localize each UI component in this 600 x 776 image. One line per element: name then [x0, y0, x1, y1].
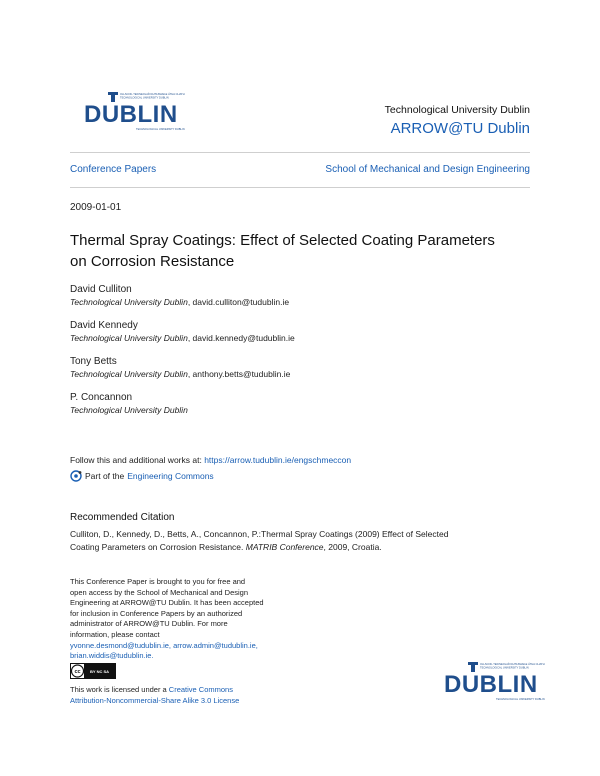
category-link-school[interactable]: School of Mechanical and Design Engineering: [325, 164, 530, 175]
author-affiliation: [70, 332, 530, 344]
author-institution: Technological University Dublin: [70, 333, 188, 343]
notice-line: Engineering at ARROW@TU Dublin. It has been accepted: [70, 598, 264, 608]
contact-emails-line1[interactable]: yvonne.desmond@tudublin.ie, arrow.admin@tudublin.ie,: [70, 640, 258, 650]
citation-line2-end: , 2009, Croatia.: [323, 542, 382, 552]
author-affiliation: [70, 296, 530, 308]
author-name: Tony Betts: [70, 356, 117, 367]
author-email[interactable]: , david.culliton@tudublin.ie: [187, 297, 290, 307]
notice-line: information, please contact: [70, 629, 160, 639]
logo-tagline: TECHNOLOGICAL UNIVERSITY DUBLIN: [136, 128, 185, 131]
cc-badge-left-text: cc: [74, 669, 81, 675]
institution-block: [385, 104, 530, 137]
citation-line2: [70, 541, 530, 554]
part-of-line: [70, 470, 214, 482]
logo-sub2-text: TECHNOLOGICAL UNIVERSITY DUBLIN: [480, 666, 529, 670]
author-entry: [70, 391, 530, 416]
follow-text: Follow this and additional works at:: [70, 455, 205, 465]
author-institution: Technological University Dublin: [70, 369, 188, 379]
author-name: P. Concannon: [70, 392, 133, 403]
author-entry: [70, 355, 530, 380]
contact-emails-line2[interactable]: brian.widdis@tudublin.ie.: [70, 651, 154, 661]
license-notice: [70, 684, 330, 706]
author-name: David Culliton: [70, 284, 132, 295]
citation-conference: MATRIB Conference: [245, 542, 324, 552]
access-notice: [70, 577, 300, 662]
notice-line: administrator of ARROW@TU Dublin. For more: [70, 619, 228, 629]
author-list: [70, 283, 530, 427]
divider: [70, 152, 530, 153]
author-affiliation: [70, 404, 530, 416]
paper-title-line1: Thermal Spray Coatings: Effect of Selected Coating Parameters: [70, 232, 495, 249]
license-link-part1[interactable]: Creative Commons: [168, 685, 233, 694]
logo-wordmark: DUBLIN: [444, 671, 538, 698]
cc-badge-right-text: BY NC SA: [89, 669, 110, 674]
publication-date: 2009-01-01: [70, 202, 122, 213]
tu-dublin-logo-footer: [444, 660, 545, 708]
tu-dublin-logo: [84, 90, 185, 138]
notice-line: open access by the School of Mechanical and Design: [70, 587, 249, 597]
logo-tagline: TECHNOLOGICAL UNIVERSITY DUBLIN: [496, 698, 545, 701]
author-institution: Technological University Dublin: [70, 405, 188, 415]
citation-line1: Culliton, D., Kennedy, D., Betts, A., Concannon, P.:Thermal Spray Coatings (2009) Effect of Selected: [70, 529, 449, 539]
paper-title: [70, 230, 530, 272]
repository-link[interactable]: ARROW@TU Dublin: [390, 120, 530, 137]
author-entry: [70, 319, 530, 344]
institution-name: Technological University Dublin: [384, 104, 530, 116]
divider: [70, 187, 530, 188]
author-name: David Kennedy: [70, 320, 138, 331]
logo-sub2-text: TECHNOLOGICAL UNIVERSITY DUBLIN: [120, 96, 169, 100]
author-affiliation: [70, 368, 530, 380]
part-of-prefix: Part of the: [85, 471, 125, 481]
engineering-commons-link[interactable]: Engineering Commons: [127, 471, 214, 481]
commons-network-icon: [70, 470, 82, 482]
citation-line2-start: Coating Parameters on Corrosion Resistance.: [70, 542, 246, 552]
follow-url-link[interactable]: https://arrow.tudublin.ie/engschmeccon: [204, 455, 352, 465]
notice-line: This Conference Paper is brought to you for free and: [70, 577, 246, 586]
creative-commons-badge-icon[interactable]: [70, 663, 116, 679]
follow-line: [70, 455, 351, 465]
author-email[interactable]: , david.kennedy@tudublin.ie: [187, 333, 295, 343]
author-email[interactable]: , anthony.betts@tudublin.ie: [187, 369, 291, 379]
recommended-citation-body: [70, 528, 530, 554]
license-prefix: This work is licensed under a: [70, 685, 169, 694]
logo-sub-text: OLLSCOIL TEICNEOLAÍOCHTA BHAILE ÁTHA CLIATH: [480, 663, 545, 666]
recommended-citation-heading: Recommended Citation: [70, 512, 175, 523]
author-entry: [70, 283, 530, 308]
logo-sub-text: OLLSCOIL TEICNEOLAÍOCHTA BHAILE ÁTHA CLIATH: [120, 93, 185, 96]
paper-title-line2: on Corrosion Resistance: [70, 253, 235, 270]
logo-wordmark: DUBLIN: [84, 101, 178, 128]
author-institution: Technological University Dublin: [70, 297, 188, 307]
license-link-part2[interactable]: Attribution-Noncommercial-Share Alike 3.0 License: [70, 696, 240, 705]
category-link-conference-papers[interactable]: Conference Papers: [70, 164, 157, 175]
notice-line: for inclusion in Conference Papers by an authorized: [70, 608, 243, 618]
